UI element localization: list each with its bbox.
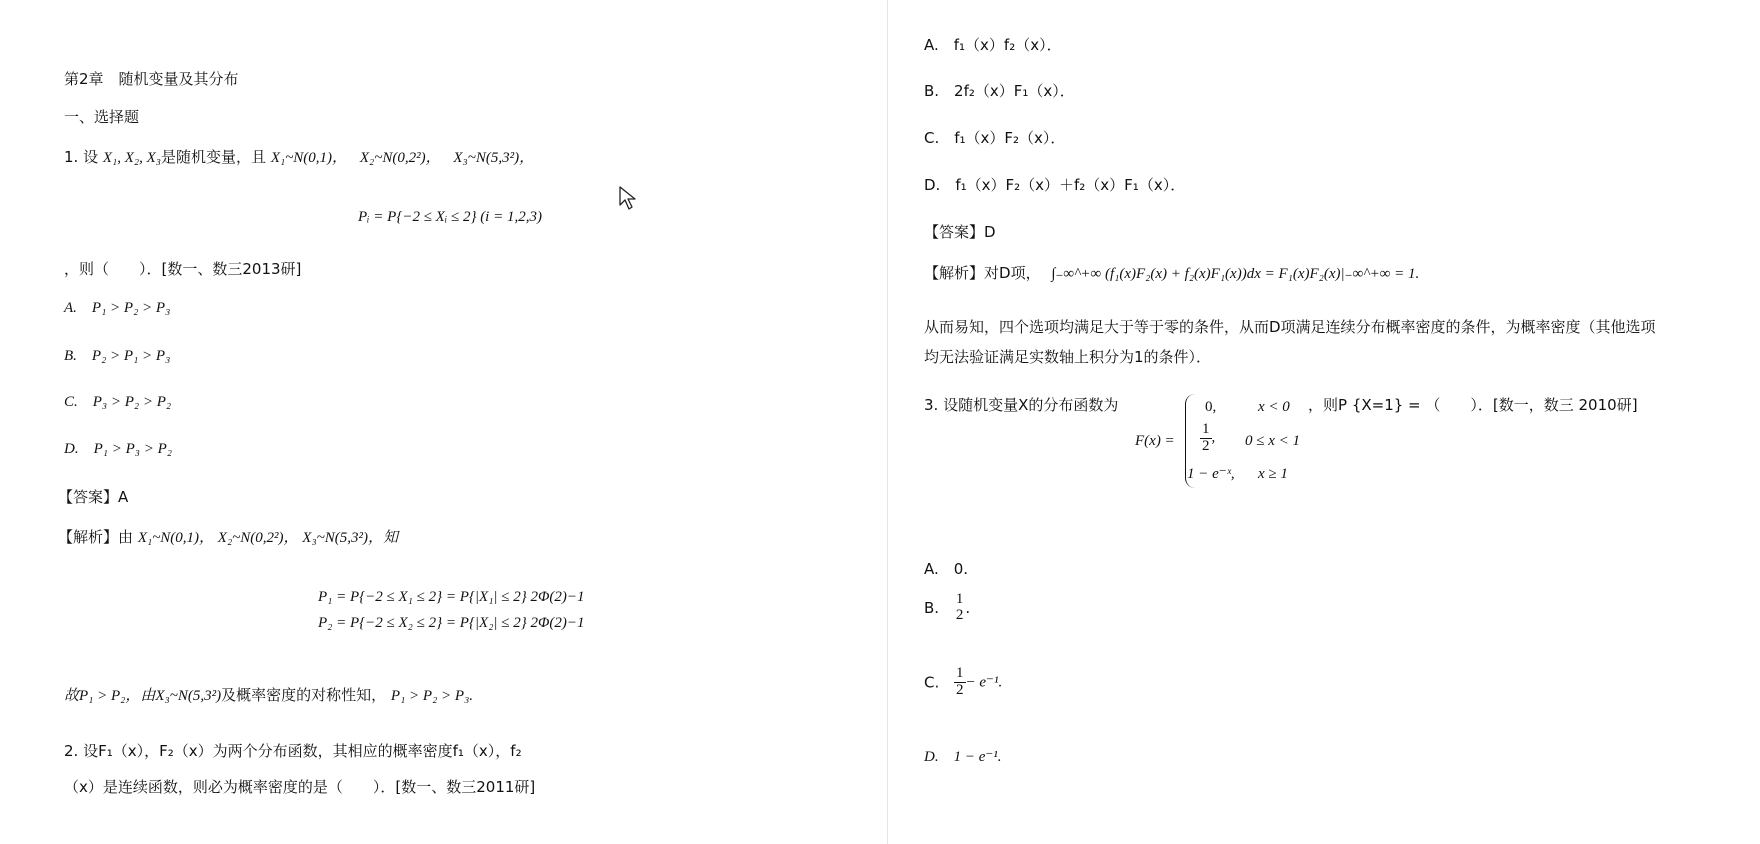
q1-analysis-dists: X₁~N(0,1)， X₂~N(0,2²)， X₃~N(5,3²)，知 — [137, 530, 399, 546]
q1-conclusion-a: 故P₁ > P₂，由X₃~N(5,3²) — [64, 688, 222, 704]
q1-option-a: A. P₁ > P₂ > P₃ — [64, 300, 171, 316]
q2-paragraph-line1: 从而易知，四个选项均满足大于等于零的条件，从而D项满足连续分布概率密度的条件，为概率密度（其他选项 — [924, 318, 1656, 336]
q1-dist3: X₃~N(5,3²)， — [453, 150, 535, 166]
q3-option-b-denominator: 2 — [955, 606, 964, 623]
q3-option-c-numerator: 1 — [956, 665, 964, 681]
q1-analysis — [58, 528, 398, 547]
q3-option-a: A. 0. — [924, 560, 969, 578]
chapter-title: 第2章 随机变量及其分布 — [64, 70, 239, 88]
q1-dist2: X₂~N(0,2²)， — [359, 150, 441, 166]
q3-option-b-label: B. — [924, 598, 940, 617]
q1-conclusion-c: P₁ > P₂ > P₃. — [390, 688, 474, 704]
q1-conclusion-b: 及概率密度的对称性知， — [221, 686, 387, 704]
q3-option-b-numerator: 1 — [955, 591, 964, 607]
q1-formula: Pᵢ = P{−2 ≤ Xᵢ ≤ 2} (i = 1,2,3) — [358, 209, 542, 225]
q1-analysis-text: 由 — [118, 528, 134, 546]
q3-option-c-fraction — [954, 666, 966, 699]
q2-answer: 【答案】D — [924, 223, 996, 241]
q3-case2-fraction — [1200, 422, 1212, 455]
q1-dist1: X₁~N(0,1)， — [270, 150, 348, 166]
q3-option-b-tail: . — [965, 598, 971, 617]
q2-stem-line2: （x）是连续函数，则必为概率密度的是（ ）．[数一、数三2011研] — [64, 778, 536, 796]
q3-option-c-tail: − e⁻¹. — [965, 674, 1003, 691]
q1-vars: X₁, X₂, X₃ — [102, 150, 162, 166]
q3-case3-value: 1 − e⁻ˣ, — [1187, 466, 1235, 482]
q3-case1-value: 0, — [1205, 399, 1217, 415]
q2-analysis — [924, 264, 1419, 283]
q2-option-c: C. f₁（x）F₂（x）． — [924, 129, 1066, 147]
q3-option-b-fraction — [954, 592, 966, 624]
q2-option-a: A. f₁（x）f₂（x）． — [924, 36, 1062, 54]
q2-analysis-formula: ∫₋∞^+∞ (f₁(x)F₂(x) + f₂(x)F₁(x))dx = F₁(x)F₂(x)|₋∞^+∞ = 1. — [1051, 266, 1420, 282]
q2-analysis-label: 【解析】 — [924, 264, 985, 282]
q1-conclusion — [64, 686, 473, 705]
q3-fx-label: F(x) = — [1135, 433, 1175, 449]
q1-option-c: C. P₃ > P₂ > P₂ — [64, 394, 172, 410]
q1-stem — [64, 148, 534, 167]
q1-then: ，则（ ）．[数一、数三2013研] — [64, 260, 302, 278]
q3-option-c-label: C. — [924, 673, 940, 692]
q3-case2-numerator: 1 — [1202, 421, 1210, 437]
q1-option-d: D. P₁ > P₃ > P₂ — [64, 441, 172, 457]
q2-option-d: D. f₁（x）F₂（x）＋f₂（x）F₁（x）． — [924, 176, 1186, 194]
q3-option-c-denominator: 2 — [956, 681, 964, 698]
q1-stem-mid: 是随机变量，且 — [161, 148, 267, 166]
q3-case2-comma: , — [1211, 429, 1216, 446]
q2-option-b: B. 2f₂（x）F₁（x）． — [924, 82, 1075, 100]
q1-eq2: P₂ = P{−2 ≤ X₂ ≤ 2} = P{|X₂| ≤ 2} 2Φ(2)−1 — [318, 615, 585, 631]
q2-stem-line1: 2. 设F₁（x），F₂（x）为两个分布函数，其相应的概率密度f₁（x），f₂ — [64, 742, 522, 760]
q3-case2-condition: 0 ≤ x < 1 — [1245, 433, 1301, 449]
q3-case3-condition: x ≥ 1 — [1258, 466, 1288, 482]
q3-case2-denominator: 2 — [1202, 437, 1210, 454]
page-divider — [887, 0, 888, 844]
q1-answer: 【答案】A — [58, 488, 129, 506]
q1-eq1: P₁ = P{−2 ≤ X₁ ≤ 2} = P{|X₁| ≤ 2} 2Φ(2)−1 — [318, 589, 585, 605]
q2-analysis-text: 对D项， — [984, 264, 1041, 282]
q3-option-d: D. 1 − e⁻¹. — [924, 749, 1002, 765]
q3-case2-value — [1200, 422, 1215, 455]
section-title: 一、选择题 — [64, 108, 140, 126]
q2-paragraph-line2: 均无法验证满足实数轴上积分为1的条件）． — [924, 348, 1212, 366]
q1-stem-prefix: 1. 设 — [64, 148, 99, 166]
q1-analysis-label: 【解析】 — [58, 528, 119, 546]
q3-stem: 3. 设随机变量X的分布函数为 — [924, 396, 1119, 414]
q3-case1-condition: x < 0 — [1258, 399, 1290, 415]
q1-option-b: B. P₂ > P₁ > P₃ — [64, 348, 171, 364]
mouse-cursor-icon — [618, 185, 638, 211]
q3-option-c — [924, 666, 1002, 699]
q3-option-b — [924, 592, 970, 624]
q3-stem-tail: ，则P {X=1} = （ ）．[数一，数三 2010研] — [1308, 396, 1638, 414]
